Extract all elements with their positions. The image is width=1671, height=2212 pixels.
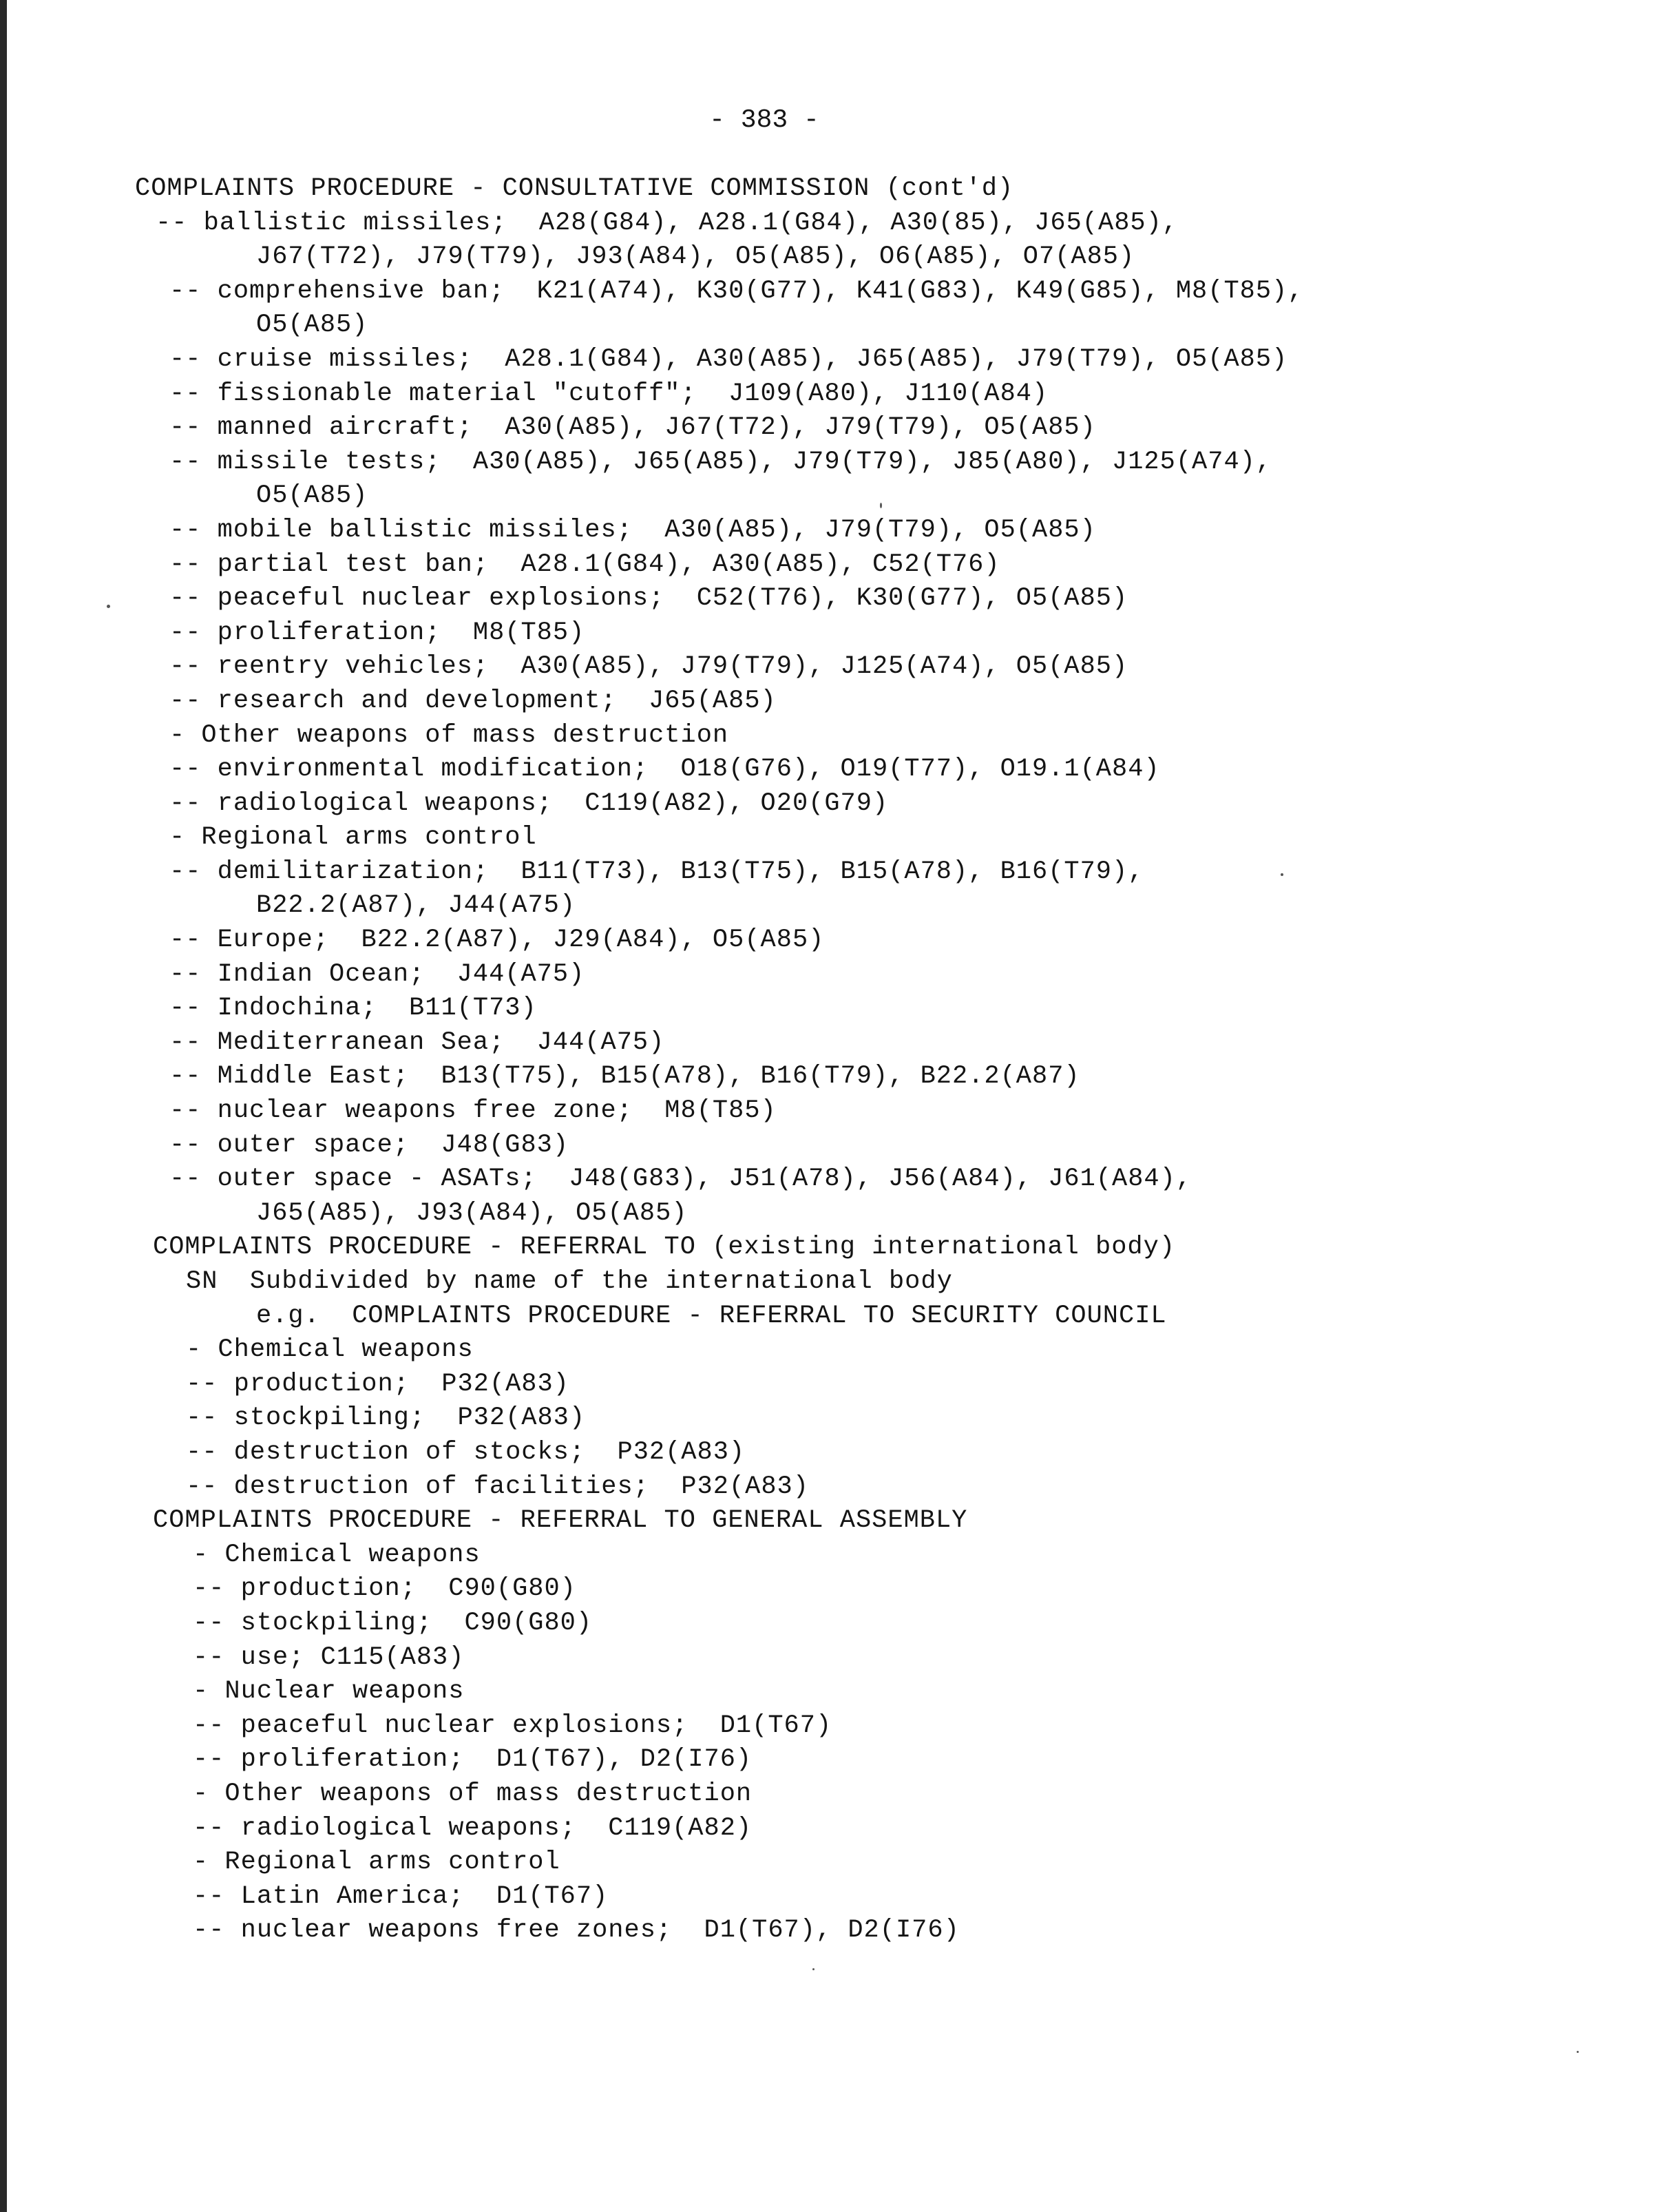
index-line: COMPLAINTS PROCEDURE - CONSULTATIVE COMMISSION (cont'd) <box>135 174 1014 203</box>
index-line: COMPLAINTS PROCEDURE - REFERRAL TO (existing international body) <box>153 1233 1176 1262</box>
index-line: B22.2(A87), J44(A75) <box>256 891 576 921</box>
index-line: -- missile tests; A30(A85), J65(A85), J79(T79), J85(A80), J125(A74), <box>169 447 1272 477</box>
index-line: -- Latin America; D1(T67) <box>193 1881 609 1911</box>
index-line: - Chemical weapons <box>186 1335 474 1365</box>
index-line: SN Subdivided by name of the international body <box>186 1267 953 1296</box>
index-line: -- use; C115(A83) <box>193 1642 465 1672</box>
index-line: O5(A85) <box>256 311 368 340</box>
index-line: - Regional arms control <box>169 823 537 853</box>
index-line: - Nuclear weapons <box>193 1677 465 1707</box>
index-line: -- Europe; B22.2(A87), J29(A84), O5(A85) <box>169 926 825 955</box>
index-line: O5(A85) <box>256 481 368 511</box>
scan-speck <box>1577 2051 1579 2053</box>
index-line: -- nuclear weapons free zone; M8(T85) <box>169 1096 777 1126</box>
index-line: - Chemical weapons <box>193 1540 481 1569</box>
index-line: -- production; P32(A83) <box>186 1369 569 1399</box>
index-line: -- destruction of stocks; P32(A83) <box>186 1437 746 1467</box>
scan-speck <box>880 503 882 508</box>
index-line: -- outer space; J48(G83) <box>169 1130 569 1160</box>
index-line: -- outer space - ASATs; J48(G83), J51(A78), J56(A84), J61(A84), <box>169 1165 1192 1194</box>
index-line: - Other weapons of mass destruction <box>193 1779 753 1808</box>
index-line: -- destruction of facilities; P32(A83) <box>186 1472 809 1501</box>
scan-speck <box>812 1968 815 1970</box>
index-line: -- reentry vehicles; A30(A85), J79(T79), J125(A74), O5(A85) <box>169 652 1128 682</box>
index-line: -- peaceful nuclear explosions; D1(T67) <box>193 1711 832 1740</box>
index-line: J67(T72), J79(T79), J93(A84), O5(A85), O6(A85), O7(A85) <box>256 242 1135 272</box>
index-line: -- proliferation; D1(T67), D2(I76) <box>193 1745 753 1775</box>
index-line: -- manned aircraft; A30(A85), J67(T72), J79(T79), O5(A85) <box>169 413 1096 443</box>
index-line: - Regional arms control <box>193 1848 560 1877</box>
index-line: -- stockpiling; P32(A83) <box>186 1404 586 1433</box>
index-line: -- mobile ballistic missiles; A30(A85), J79(T79), O5(A85) <box>169 515 1096 545</box>
index-line: -- research and development; J65(A85) <box>169 686 777 716</box>
index-line: -- Middle East; B13(T75), B15(A78), B16(T79), B22.2(A87) <box>169 1062 1080 1092</box>
index-line: -- Indochina; B11(T73) <box>169 994 537 1023</box>
scan-speck <box>107 605 110 608</box>
index-line: -- Indian Ocean; J44(A75) <box>169 959 585 989</box>
index-line: -- nuclear weapons free zones; D1(T67), D2(I76) <box>193 1916 960 1945</box>
index-line: -- cruise missiles; A28.1(G84), A30(A85), J65(A85), J79(T79), O5(A85) <box>169 344 1288 374</box>
index-line: -- fissionable material "cutoff"; J109(A80), J110(A84) <box>169 379 1049 408</box>
index-line: -- environmental modification; O18(G76), O19(T77), O19.1(A84) <box>169 755 1160 784</box>
index-line: -- ballistic missiles; A28(G84), A28.1(G84), A30(85), J65(A85), <box>156 208 1179 238</box>
index-line: J65(A85), J93(A84), O5(A85) <box>256 1198 688 1228</box>
page-number: - 383 - <box>709 105 819 135</box>
index-line: -- proliferation; M8(T85) <box>169 618 585 647</box>
index-line: -- partial test ban; A28.1(G84), A30(A85), C52(T76) <box>169 550 1000 579</box>
index-line: -- peaceful nuclear explosions; C52(T76), K30(G77), O5(A85) <box>169 584 1128 614</box>
index-line: e.g. COMPLAINTS PROCEDURE - REFERRAL TO SECURITY COUNCIL <box>256 1301 1167 1331</box>
scan-speck <box>1281 873 1283 876</box>
index-line: -- radiological weapons; C119(A82) <box>193 1813 753 1843</box>
index-entries <box>0 172 1671 1948</box>
index-line: -- production; C90(G80) <box>193 1574 576 1604</box>
index-line: -- comprehensive ban; K21(A74), K30(G77), K41(G83), K49(G85), M8(T85), <box>169 276 1304 306</box>
index-line: COMPLAINTS PROCEDURE - REFERRAL TO GENERAL ASSEMBLY <box>153 1506 968 1536</box>
index-line: -- radiological weapons; C119(A82), O20(G79) <box>169 789 889 818</box>
index-line: - Other weapons of mass destruction <box>169 720 729 750</box>
index-line: -- Mediterranean Sea; J44(A75) <box>169 1027 665 1057</box>
index-line: -- stockpiling; C90(G80) <box>193 1608 593 1638</box>
index-line: -- demilitarization; B11(T73), B13(T75), B15(A78), B16(T79), <box>169 857 1144 886</box>
